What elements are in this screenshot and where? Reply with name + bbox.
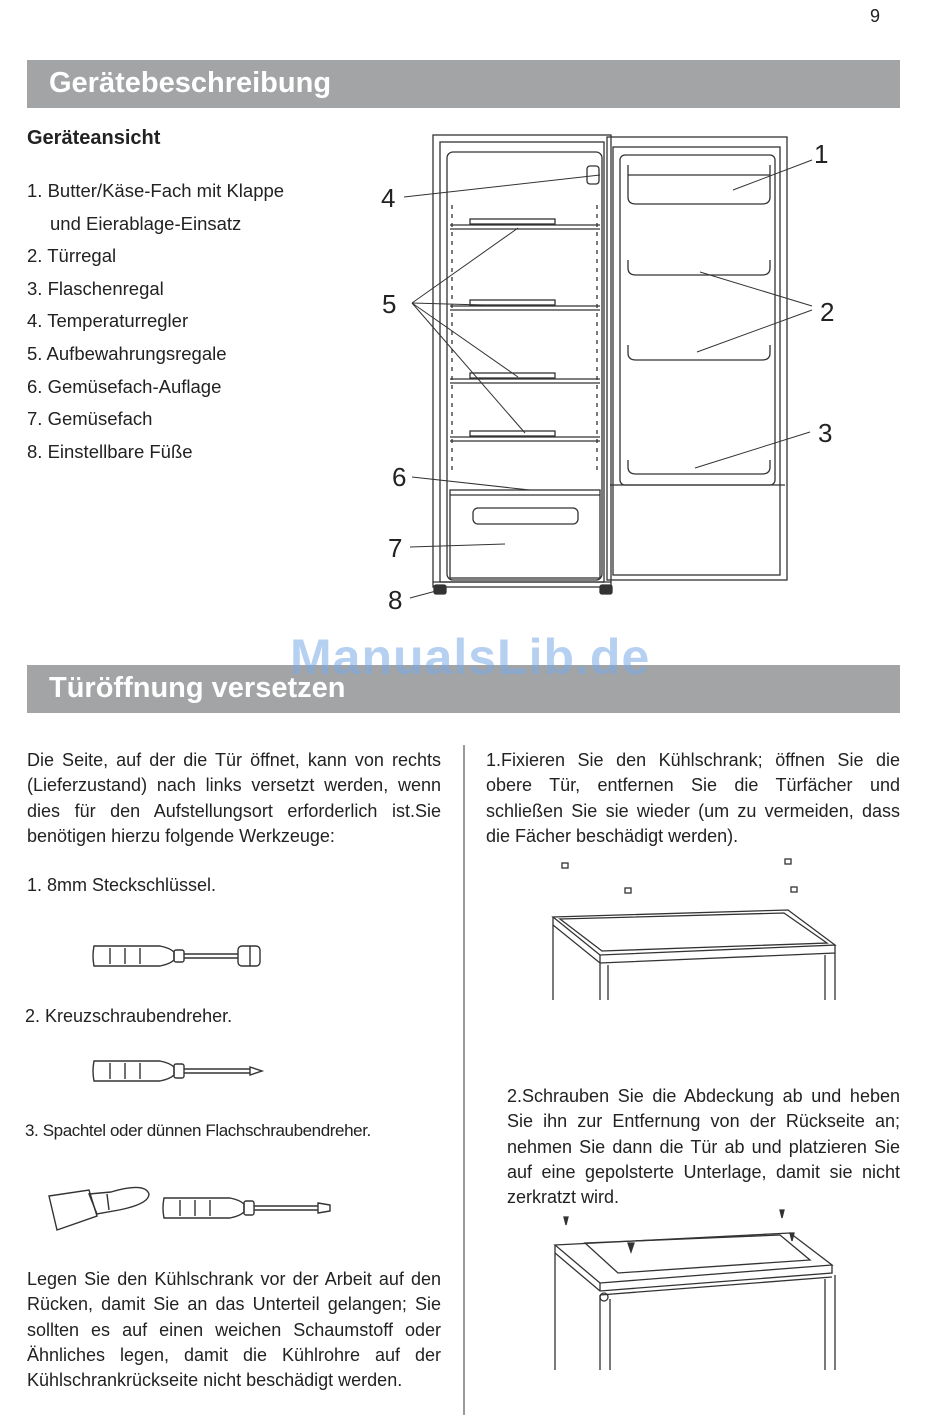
- screw-icon: [628, 1243, 634, 1252]
- column-divider: [463, 745, 465, 1415]
- parts-list-item: 3. Flaschenregal: [27, 277, 164, 299]
- parts-list-item: 6. Gemüsefach-Auflage: [27, 375, 222, 397]
- cabinet-interior: [447, 152, 602, 580]
- callout-1: 1: [814, 139, 829, 169]
- screw-icon: [780, 1210, 784, 1218]
- callout-7: 7: [388, 533, 403, 563]
- outro-paragraph: Legen Sie den Kühlschrank vor der Arbeit auf den Rücken, damit Sie an das Unterteil gelangen; Sie sollten es auf einen weichen Schaumstoff oder Ähnliches legen, damit die Kühlrohre auf der Kühlschrankrückseite nicht beschädigt werden.: [27, 1269, 441, 1391]
- step-1-paragraph: 1.Fixieren Sie den Kühlschrank; öffnen Sie die obere Tür, entfernen Sie die Türfächer und schließen Sie sie wieder (um zu vermeiden, dass die Fächer beschädigt werden).: [486, 750, 900, 846]
- parts-list-item: 7. Gemüsefach: [27, 408, 153, 430]
- storage-shelves: [450, 219, 600, 441]
- screw-marker: [562, 863, 568, 868]
- fridge-top-diagram: [540, 855, 850, 1005]
- fridge-cover-removal-diagram: [540, 1205, 850, 1375]
- putty-knife-icon: [45, 1180, 155, 1240]
- callout-4: 4: [381, 183, 396, 213]
- cabinet-outline: [433, 135, 611, 587]
- callout-2: 2: [820, 297, 835, 327]
- screw-marker: [625, 888, 631, 893]
- intro-paragraph: Die Seite, auf der die Tür öffnet, kann von rechts (Lieferzustand) nach links versetzt werden, wenn dies für den Aufstellungsort erforderlich ist.Sie benötigen hierzu folgende Werkzeuge:: [27, 750, 441, 846]
- callout-3: 3: [818, 418, 833, 448]
- callout-6: 6: [392, 462, 407, 492]
- crisper-drawer: [450, 490, 600, 578]
- screw-marker: [785, 859, 791, 864]
- page-number: 9: [870, 6, 881, 26]
- parts-list-item: 4. Temperaturregler: [27, 310, 189, 332]
- top-cover: [555, 1233, 832, 1283]
- parts-list-item: 8. Einstellbare Füße: [27, 440, 193, 462]
- subtitle-appliance-view: Geräteansicht: [27, 127, 161, 149]
- socket-wrench-icon: [90, 938, 265, 974]
- cabinet-inner-frame: [440, 142, 604, 582]
- tool-2-label: 2. Kreuzschraubendreher.: [25, 1006, 233, 1026]
- parts-list-item: 2. Türregal: [27, 245, 117, 267]
- step-2-paragraph: 2.Schrauben Sie die Abdeckung ab und heben Sie ihn zur Entfernung von der Rückseite an; nehmen Sie dann die Tür ab und platzieren Sie auf eine gepolsterte Unterlage, damit sie nicht zerkratzt wird.: [507, 1086, 900, 1208]
- part-label: 1. Butter/Käse-Fach mit Klappe: [27, 180, 285, 201]
- section-title-description: Gerätebeschreibung: [49, 67, 332, 99]
- part-label-continued: und Eierablage-Einsatz: [50, 212, 242, 234]
- tool-1-label: 1. 8mm Steckschlüssel.: [27, 875, 217, 895]
- crisper-handle: [473, 508, 578, 524]
- fridge-diagram: [0, 0, 950, 640]
- watermark: ManualsLib.de: [290, 629, 651, 685]
- foot-left: [434, 585, 446, 594]
- callout-5: 5: [382, 289, 397, 319]
- phillips-screwdriver-icon: [90, 1053, 270, 1089]
- screw-marker: [791, 887, 797, 892]
- tool-3-label: 3. Spachtel oder dünnen Flachschraubendreher.: [25, 1121, 371, 1140]
- section-title-door-reversal: Türöffnung versetzen: [49, 672, 346, 704]
- flat-screwdriver-icon: [160, 1190, 340, 1226]
- foot-right: [600, 585, 612, 594]
- parts-list-item: 5. Aufbewahrungsregale: [27, 342, 227, 364]
- door-panel: [613, 147, 780, 575]
- door-racks: [628, 165, 770, 474]
- screw-icon: [564, 1217, 568, 1225]
- callout-8: 8: [388, 585, 403, 615]
